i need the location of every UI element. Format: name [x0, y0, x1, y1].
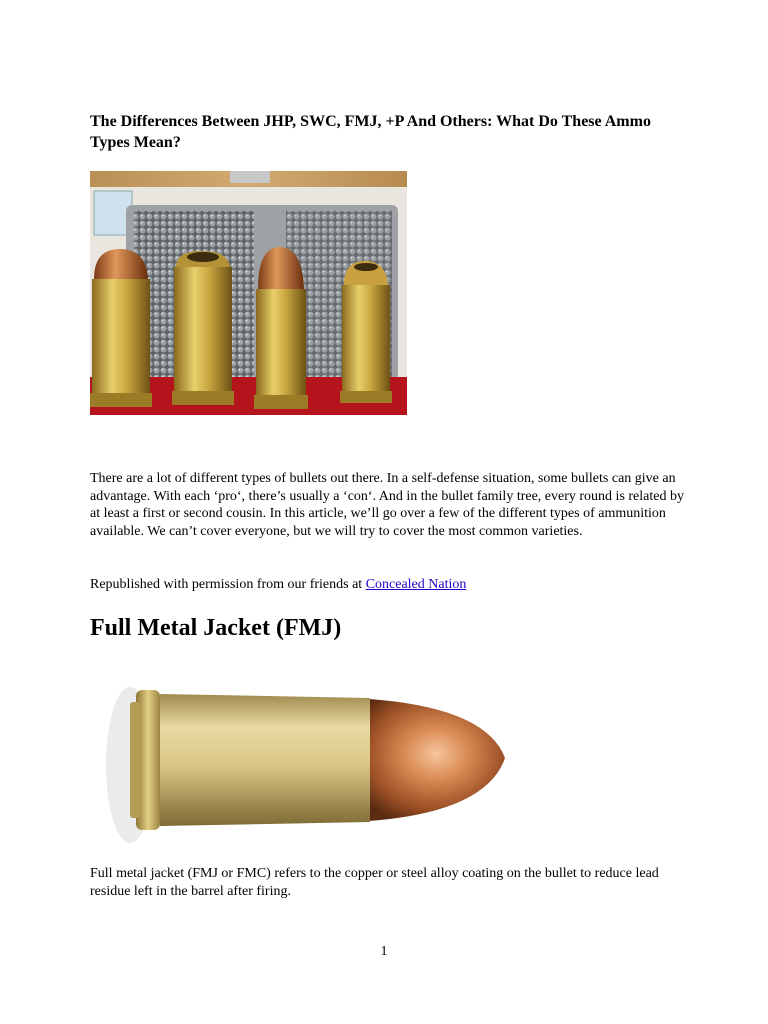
concealed-nation-link[interactable]: Concealed Nation [365, 577, 467, 592]
section-heading-fmj: Full Metal Jacket (FMJ) [90, 615, 342, 641]
intro-paragraph: There are a lot of different types of bullets out there. In a self-defense situation, some bullets can give an advantage. With each ‘pro‘, there’s usually a ‘con‘. And in the bullet family tree, every round is related by at least a first or second cousin. In this article, we’ll go over a few of the different types of ammunition available. We can’t cover everyone, but we will try to cover the most common varieties. [90, 471, 684, 539]
republished-prefix: Republished with permission from our friends at [90, 577, 366, 592]
article-title: The Differences Between JHP, SWC, FMJ, +P And Others: What Do These Ammo Types Mean? [90, 113, 651, 151]
republished-note [90, 576, 690, 594]
ammo-types-photo [90, 171, 407, 415]
fmj-paragraph: Full metal jacket (FMJ or FMC) refers to the copper or steel alloy coating on the bullet to reduce lead residue left in the barrel after firing. [90, 866, 659, 899]
fmj-cartridge-photo [90, 660, 520, 850]
page-number: 1 [380, 944, 388, 959]
